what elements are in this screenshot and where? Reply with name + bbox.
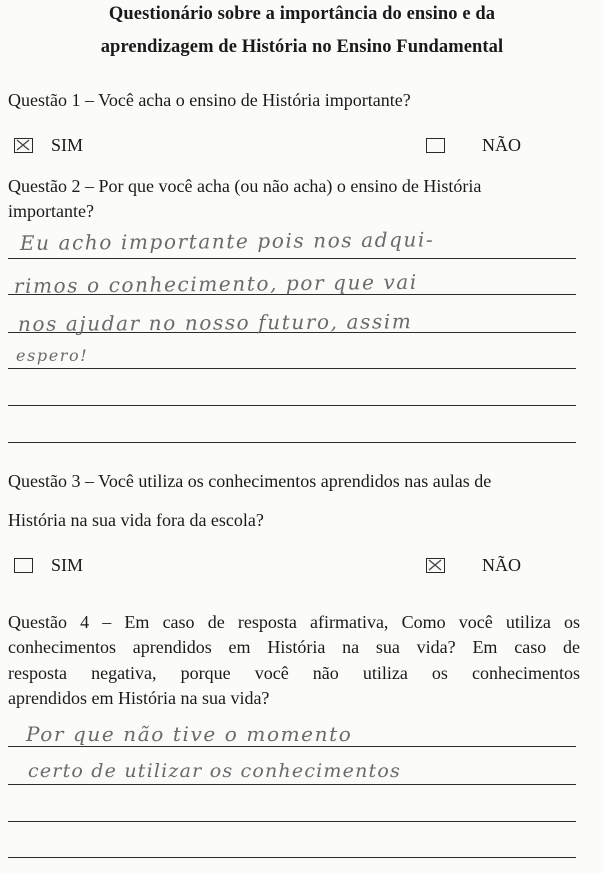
checkbox-empty-icon[interactable] bbox=[14, 558, 33, 573]
answer-line bbox=[8, 405, 576, 406]
title-line-1: Questionário sobre a importância do ensino e da bbox=[108, 4, 496, 24]
checkbox-empty-icon[interactable] bbox=[426, 138, 445, 153]
answer-line bbox=[8, 784, 576, 785]
q3-option-yes[interactable] bbox=[14, 554, 83, 576]
question-2-text-line-1: Questão 2 – Por que você acha (ou não acha) o ensino de História bbox=[8, 176, 482, 196]
q3-option-no[interactable] bbox=[426, 554, 521, 576]
answer-line bbox=[8, 442, 576, 443]
question-4-text-line-4: aprendidos em História na sua vida? bbox=[8, 688, 270, 708]
question-1-text: Questão 1 – Você acha o ensino de História importante? bbox=[8, 90, 411, 110]
q1-option-yes[interactable] bbox=[14, 134, 83, 156]
checkbox-checked-icon[interactable] bbox=[14, 138, 33, 153]
answer-line bbox=[8, 821, 576, 822]
question-2-text-line-2: importante? bbox=[8, 201, 94, 221]
question-4-text-line-2: conhecimentos aprendidos em História na sua vida? Em caso de bbox=[8, 637, 580, 657]
q3-no-label: NÃO bbox=[482, 554, 521, 575]
handwritten-answer-line: Eu acho importante pois nos adqui- bbox=[19, 227, 435, 255]
answer-line bbox=[8, 368, 576, 369]
answer-line bbox=[8, 857, 576, 858]
answer-line bbox=[8, 258, 576, 259]
title-line-2: aprendizagem de História no Ensino Fundamental bbox=[100, 37, 504, 57]
question-4-text-line-1: Questão 4 – Em caso de resposta afirmativa, Como você utiliza os bbox=[8, 612, 580, 632]
question-3-text-line-1: Questão 3 – Você utiliza os conhecimentos aprendidos nas aulas de bbox=[8, 471, 492, 491]
q3-yes-label: SIM bbox=[51, 554, 84, 575]
q1-option-no[interactable] bbox=[426, 134, 521, 156]
question-3-text-line-2: História na sua vida fora da escola? bbox=[8, 510, 264, 530]
q1-yes-label: SIM bbox=[51, 134, 84, 155]
handwritten-answer-line: Por que não tive o momento bbox=[26, 722, 353, 746]
answer-line bbox=[8, 746, 576, 747]
handwritten-answer-line: rimos o conhecimento, por que vai bbox=[13, 269, 418, 298]
handwritten-answer-line: certo de utilizar os conhecimentos bbox=[28, 760, 401, 782]
handwritten-answer-line: espero! bbox=[16, 346, 89, 365]
question-4-text-line-3: resposta negativa, porque você não utiliza os conhecimentos bbox=[8, 663, 580, 683]
checkbox-checked-icon[interactable] bbox=[426, 558, 445, 573]
q1-no-label: NÃO bbox=[482, 134, 521, 155]
handwritten-answer-line: nos ajudar no nosso futuro, assim bbox=[17, 309, 413, 336]
